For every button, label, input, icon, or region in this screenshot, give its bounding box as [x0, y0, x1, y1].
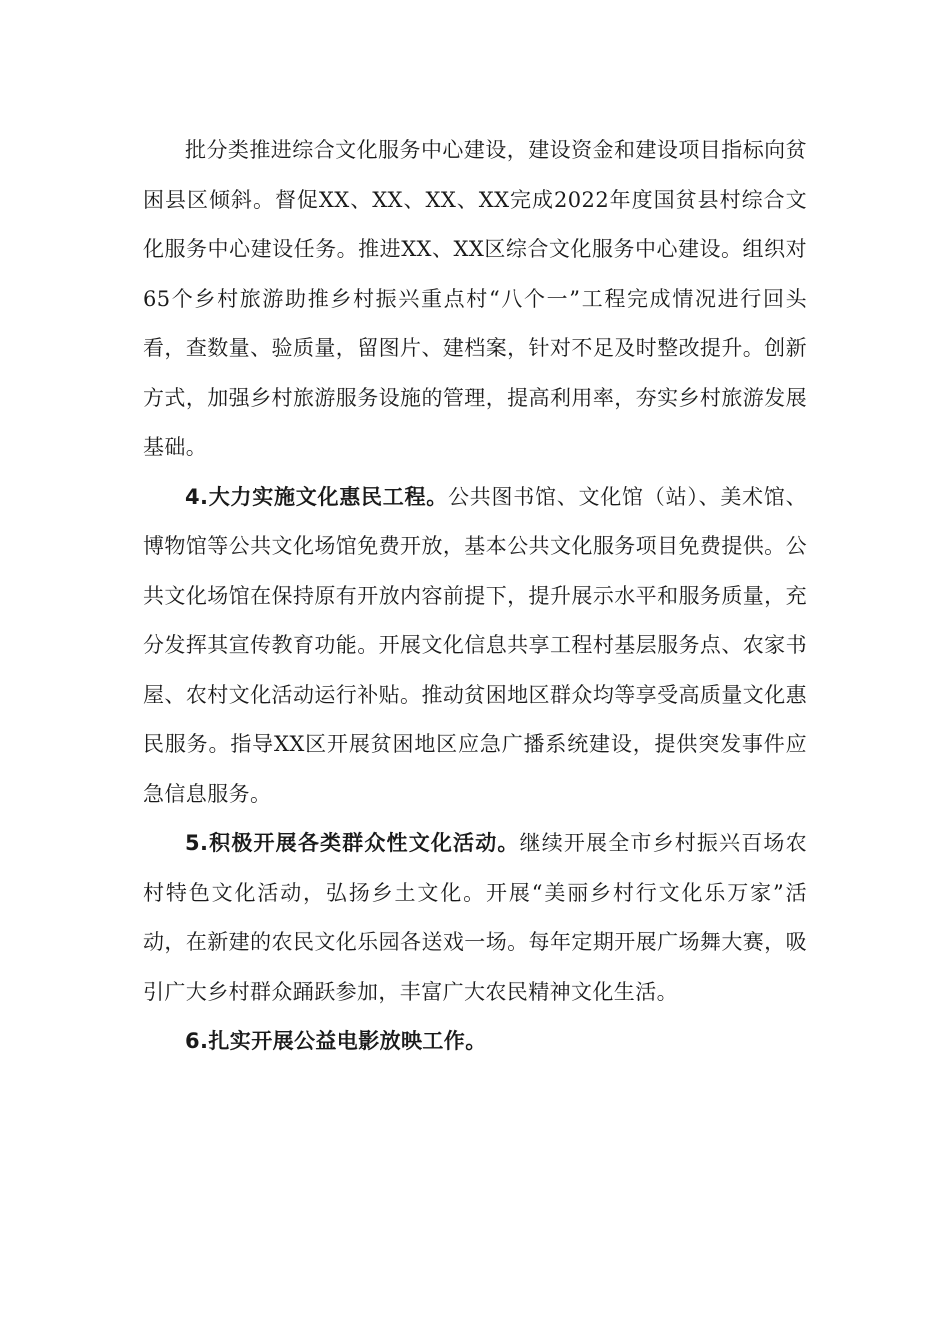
paragraph-public-film-screening [143, 1017, 807, 1067]
paragraph-heading: 4.大力实施文化惠民工程。 [185, 484, 449, 509]
paragraph-text: 继续开展全市乡村振兴百场农村特色文化活动，弘扬乡土文化。开展“美丽乡村行文化乐万家”活动，在新建的农民文化乐园各送戏一场。每年定期开展广场舞大赛，吸引广大乡村群众踊跃参加，丰富广大农民精神文化生活。 [143, 831, 807, 1004]
paragraph-text: 批分类推进综合文化服务中心建设，建设资金和建设项目指标向贫困县区倾斜。督促XX、XX、XX、XX完成2022年度国贫县村综合文化服务中心建设任务。推进XX、XX区综合文化服务中心建设。组织对65个乡村旅游助推乡村振兴重点村“八个一”工程完成情况进行回头看，查数量、验质量，留图片、建档案，针对不足及时整改提升。创新方式，加强乡村旅游服务设施的管理，提高利用率，夯实乡村旅游发展基础。 [143, 138, 807, 459]
document-body [143, 126, 807, 1067]
paragraph-text: 公共图书馆、文化馆（站）、美术馆、博物馆等公共文化场馆免费开放，基本公共文化服务项目免费提供。公共文化场馆在保持原有开放内容前提下，提升展示水平和服务质量，充分发挥其宣传教育功能。开展文化信息共享工程村基层服务点、农家书屋、农村文化活动运行补贴。推动贫困地区群众均等享受高质量文化惠民服务。指导XX区开展贫困地区应急广播系统建设，提供突发事件应急信息服务。 [143, 484, 807, 806]
paragraph-mass-cultural-activities [143, 819, 807, 1017]
paragraph-heading: 5.积极开展各类群众性文化活动。 [185, 831, 520, 855]
paragraph-heading: 6.扎实开展公益电影放映工作。 [185, 1029, 487, 1053]
paragraph-cultural-centers [143, 126, 807, 473]
paragraph-cultural-benefit-project [143, 473, 807, 820]
